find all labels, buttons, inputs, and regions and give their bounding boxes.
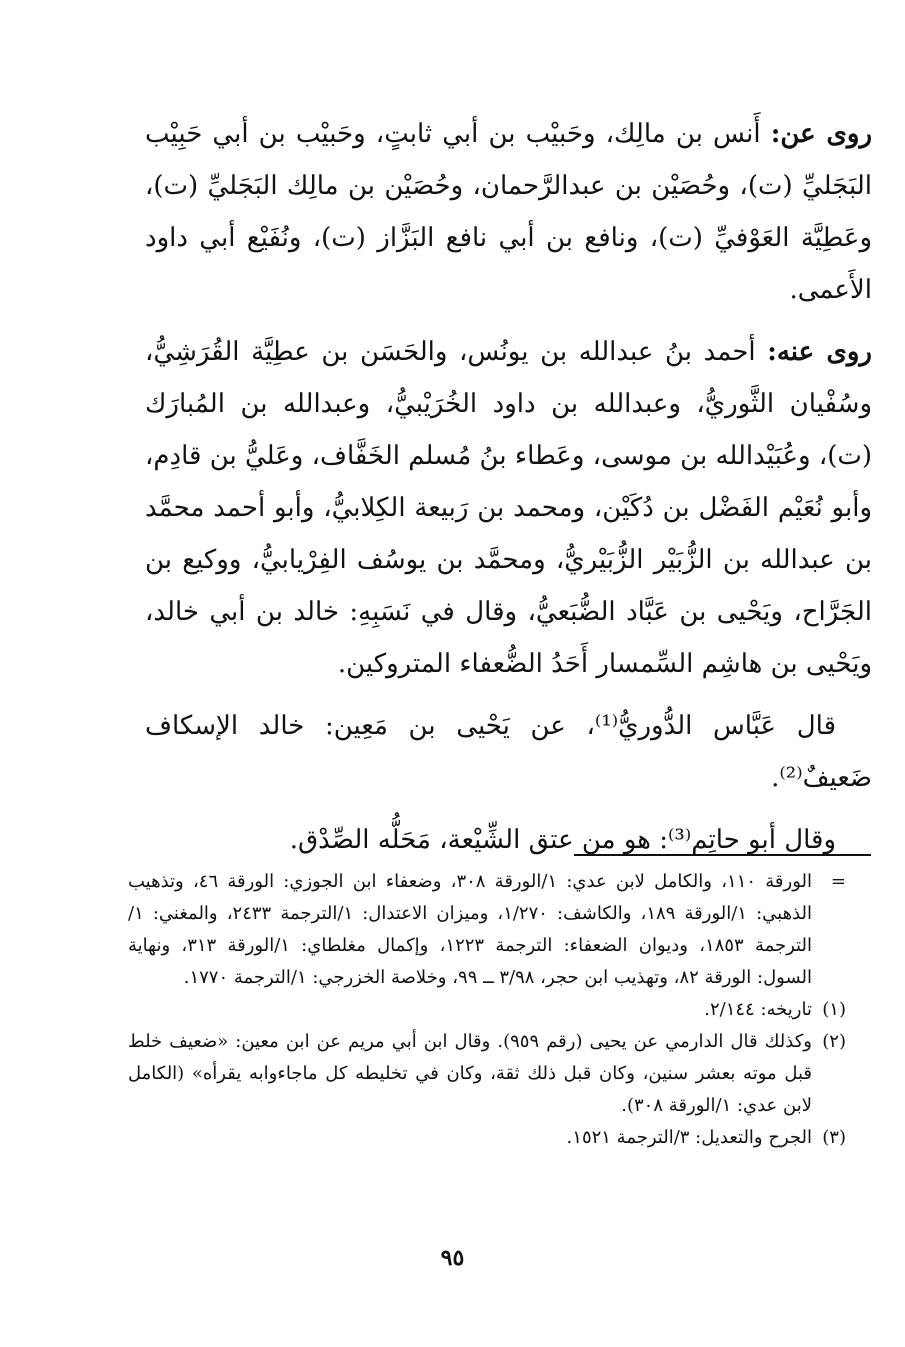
heading-narrated-from: روى عن: <box>770 119 872 149</box>
footnote-mark: (١) <box>822 999 846 1020</box>
paragraph-abu-hatim-quote <box>145 814 872 866</box>
paragraph-text: قال عَبَّاس الدُّوريُّ⁽¹⁾، عن يَحْيى بن مَعِين: خالد الإسكاف ضَعيفٌ⁽²⁾. <box>145 711 872 793</box>
footnote-2 <box>128 1026 846 1122</box>
footnote-text: الورقة ١١٠، والكامل لابن عدي: ١/الورقة ٣٠٨، وضعفاء ابن الجوزي: الورقة ٤٦، وتذهيب الذهبي: ١/الورقة ١٨٩، والكاشف: ١/٢٧٠، وميزان الاعتدال: ١/الترجمة ٢٤٣٣، والمغني: ١/الترجمة ١٨٥٣، وديوان الضعفاء: الترجمة ١٢٢٣، وإكمال مغلطاي: ١/الورقة ٣١٣، ونهاية السول: الورقة ٨٢، وتهذيب ابن حجر، ٣/٩٨ ــ ٩٩، وخلاصة الخزرجي: ١/الترجمة ١٧٧٠. <box>128 871 813 988</box>
footnote-mark: (٣) <box>822 1127 846 1148</box>
paragraph-text: أحمد بنُ عبدالله بن يونُس، والحَسَن بن عطِيَّة القُرَشِيُّ، وسُفْيان الثَّوريُّ، وعبدالله بن داود الخُرَيْبيُّ، وعبدالله بن المُبارَك (ت)، وعُبَيْدالله بن موسى، وعَطاء بنُ مُسلم الخَفَّاف، وعَليُّ بن قادِم، وأبو نُعَيْم الفَضْل بن دُكَيْن، ومحمد بن رَبيعة الكِلابيُّ، وأبو أحمد محمَّد بن عبدالله بن الزُّبَيْر الزُّبَيْريُّ، ومحمَّد بن يوسُف الفِرْيابيُّ، ووكيع بن الجَرَّاح، ويَحْيى بن عَبَّاد الضُّبَعيُّ، وقال في نَسَبِهِ: خالد بن أبي خالد، ويَحْيى بن هاشِم السِّمسار أَحَدُ الضُّعفاء المتروكين. <box>145 337 872 679</box>
footnote-mark: = <box>830 871 846 892</box>
footnote-1 <box>128 994 846 1026</box>
paragraph-narrated-by <box>145 326 872 690</box>
paragraph-text: أَنس بن مالِك، وحَبيْب بن أبي ثابتٍ، وحَبيْب بن أبي حَبِيْب البَجَليِّ (ت)، وحُصَيْن بن عبدالرَّحمان، وحُصَيْن بن مالِك البَجَليِّ (ت)، وعَطِيَّة العَوْفيِّ (ت)، ونافع بن أبي نافع البَزَّاز (ت)، ونُفَيْع أبي داود الأَعمى. <box>145 119 872 305</box>
heading-narrated-by: روى عنه: <box>767 337 872 367</box>
footnote-text: وكذلك قال الدارمي عن يحيى (رقم ٩٥٩). وقال ابن أبي مريم عن ابن معين: «ضعيف خلط قبل موته بعشر سنين، وكان قبل ذلك ثقة، وكان في تخليطه كل ماجاءوابه يقرأه» (الكامل لابن عدي: ١/الورقة ٣٠٨). <box>128 1031 812 1116</box>
footnote-text: تاريخه: ٢/١٤٤. <box>704 999 812 1020</box>
footnote-divider <box>574 854 871 856</box>
page-number: ٩٥ <box>440 1245 465 1271</box>
footnote-3 <box>128 1122 846 1154</box>
footnotes <box>128 866 846 1154</box>
paragraph-text: وقال أبو حاتِم⁽³⁾: هو من عتق الشِّيْعة، مَحَلُّه الصِّدْق. <box>289 825 836 855</box>
main-text <box>145 108 872 866</box>
paragraph-narrated-from <box>145 108 872 316</box>
footnote-mark: (٢) <box>822 1031 846 1052</box>
footnote-text: الجرح والتعديل: ٣/الترجمة ١٥٢١. <box>566 1127 812 1148</box>
paragraph-abbas-quote <box>145 700 872 804</box>
footnote-continued <box>128 866 846 994</box>
